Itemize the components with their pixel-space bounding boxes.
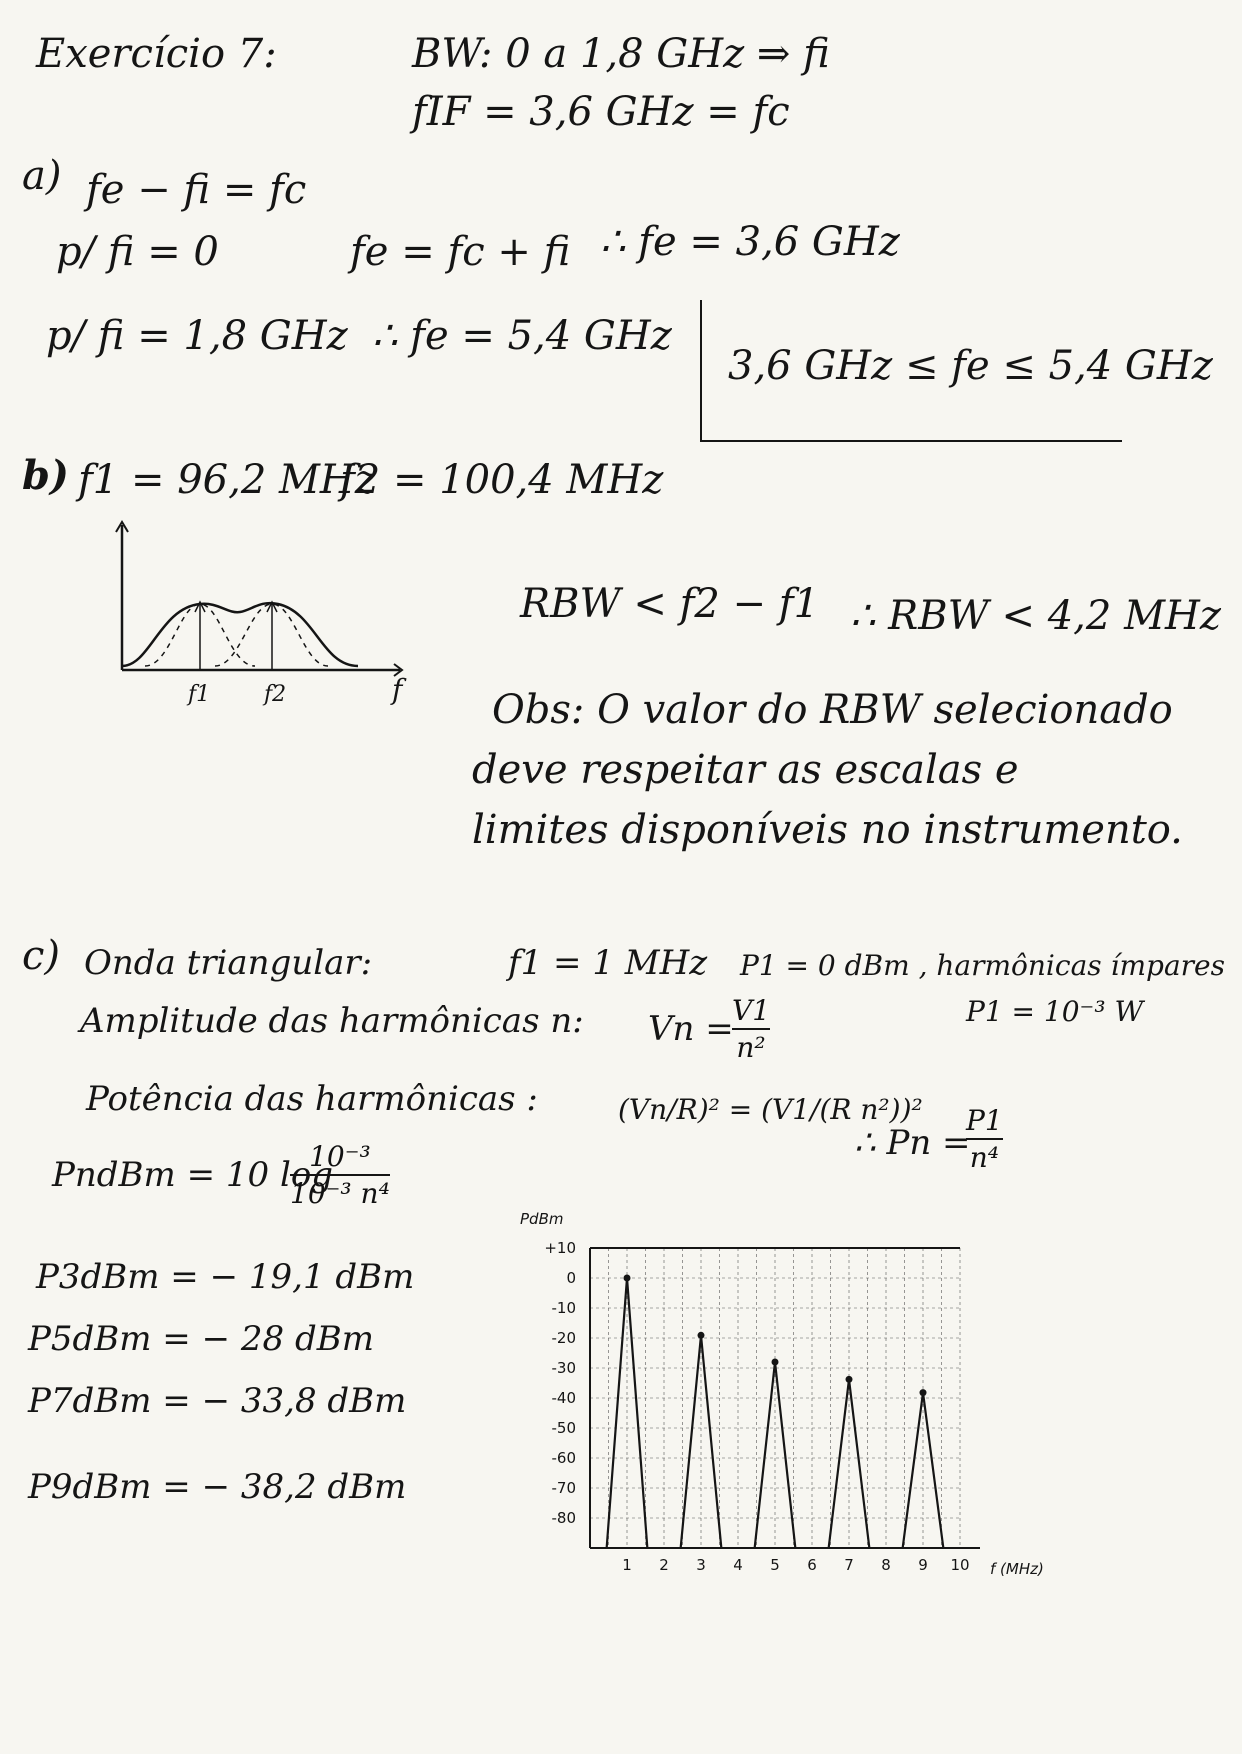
harmonic-peak-marker [624,1275,631,1282]
part-a-equation: fe − fi = fc [86,167,307,213]
y-tick-label: -50 [551,1419,576,1437]
x-tick-label: 5 [770,1556,780,1574]
pn-fraction [966,1106,1003,1173]
part-a-condition-2: p/ fi = 1,8 GHz [46,313,348,359]
harmonic-peak-marker [846,1376,853,1383]
part-b-label: b) [22,452,69,499]
result-p5: P5dBm = − 28 dBm [28,1319,374,1359]
power-equation: (Vn/R)² = (V1/(R n²))² [618,1093,923,1126]
part-c-fundamental: f1 = 1 MHz [508,943,708,983]
exercise-title: Exercício 7: [36,31,277,77]
x-axis-label: f (MHz) [990,1560,1044,1578]
y-tick-label: +10 [544,1239,576,1257]
y-tick-label: -40 [551,1389,576,1407]
vn-fraction [732,996,770,1063]
rbw-condition: RBW < f2 − f1 [520,581,820,627]
pdbm-numerator: 10⁻³ [309,1140,371,1173]
rbw-sketch [100,520,420,700]
y-axis-label: PdBm [520,1210,564,1228]
part-c-amplitude-text: Amplitude das harmônicas n: [80,1001,584,1041]
harmonic-spectrum-chart [510,1200,1070,1600]
x-tick-label: 10 [950,1556,970,1574]
result-p3: P3dBm = − 19,1 dBm [36,1257,415,1297]
pn-lhs: ∴ Pn = [854,1123,971,1163]
bandwidth-line: BW: 0 a 1,8 GHz ⇒ fi [412,31,830,77]
pdbm-lhs: PndBm = 10 log [52,1155,334,1195]
y-tick-label: -60 [551,1449,576,1467]
part-a-condition-1: p/ fi = 0 [56,229,219,275]
x-tick-label: 4 [733,1556,743,1574]
part-b-f2: f2 = 100,4 MHz [340,457,664,503]
part-a-result-2: ∴ fe = 5,4 GHz [372,313,672,359]
obs-line-3: limites disponíveis no instrumento. [472,807,1183,853]
sketch-f1-label: f1 [188,682,211,707]
pdbm-fraction [290,1142,390,1209]
obs-line-1: Obs: O valor do RBW selecionado [492,687,1173,733]
part-a-label: a) [22,153,62,199]
x-tick-label: 2 [659,1556,669,1574]
part-a-formula: fe = fc + fi [350,229,571,275]
rbw-result: ∴ RBW < 4,2 MHz [850,593,1221,639]
y-tick-label: 0 [566,1269,576,1287]
y-tick-label: -30 [551,1359,576,1377]
sketch-combined-response [122,603,358,666]
part-a-result-1: ∴ fe = 3,6 GHz [600,219,900,265]
harmonic-peak-marker [920,1389,927,1396]
pn-denominator: n⁴ [969,1141,999,1175]
if-frequency-line: fIF = 3,6 GHz = fc [412,89,790,135]
harmonic-peak-marker [772,1359,779,1366]
harmonic-peak-marker [698,1332,705,1339]
y-tick-label: -80 [551,1509,576,1527]
sketch-f2-label: f2 [264,682,287,707]
part-c-label: c) [22,933,61,979]
part-c-power-note: P1 = 0 dBm , harmônicas ímpares [740,949,1225,982]
part-c-power-text: Potência das harmônicas : [86,1079,538,1119]
x-tick-label: 6 [807,1556,817,1574]
part-c-wave-type: Onda triangular: [84,943,373,983]
result-p7: P7dBm = − 33,8 dBm [28,1381,407,1421]
vn-numerator: V1 [732,994,771,1027]
x-tick-label: 7 [844,1556,854,1574]
vn-lhs: Vn = [648,1009,734,1049]
y-tick-label: -10 [551,1299,576,1317]
result-p9: P9dBm = − 38,2 dBm [28,1467,407,1507]
part-c-p1-watts: P1 = 10⁻³ W [966,995,1144,1028]
x-tick-label: 1 [622,1556,632,1574]
pn-numerator: P1 [966,1104,1003,1137]
x-tick-label: 3 [696,1556,706,1574]
obs-line-2: deve respeitar as escalas e [472,747,1019,793]
vn-denominator: n² [736,1031,766,1065]
part-b-f1: f1 = 96,2 MHz [78,457,376,503]
y-tick-label: -70 [551,1479,576,1497]
sketch-f-label: f [392,673,403,706]
x-tick-label: 9 [918,1556,928,1574]
part-a-boxed-answer: 3,6 GHz ≤ fe ≤ 5,4 GHz [728,343,1213,389]
pdbm-denominator: 10⁻³ n⁴ [290,1177,390,1211]
x-tick-label: 8 [881,1556,891,1574]
y-tick-label: -20 [551,1329,576,1347]
